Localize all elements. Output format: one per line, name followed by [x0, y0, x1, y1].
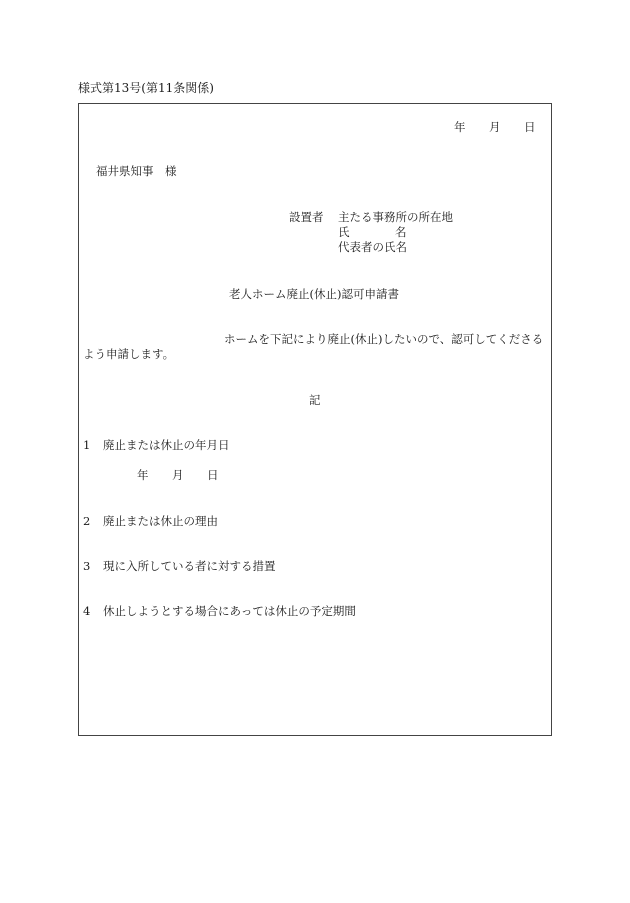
- item-4-text: 休止しようとする場合にあっては休止の予定期間: [103, 604, 356, 618]
- item-1-date-year: 年: [137, 468, 149, 482]
- item-2-text: 廃止または休止の理由: [103, 514, 218, 528]
- applicant-representative: 代表者の氏名: [338, 240, 407, 254]
- applicant-name-2: 名: [395, 225, 407, 239]
- applicant-name-1: 氏: [338, 225, 350, 239]
- applicant-address: 主たる事務所の所在地: [338, 210, 453, 224]
- item-3-number: 3: [83, 559, 91, 573]
- item-1-text: 廃止または休止の年月日: [103, 438, 230, 452]
- header-date-year: 年: [454, 120, 466, 134]
- header-date-month: 月: [489, 120, 501, 134]
- body-line-1: ホームを下記により廃止(休止)したいので、認可してくださる: [224, 332, 544, 346]
- document-title: 老人ホーム廃止(休止)認可申請書: [229, 287, 399, 301]
- item-2-number: 2: [83, 514, 91, 528]
- item-4-number: 4: [83, 604, 91, 618]
- form-frame: [78, 103, 552, 736]
- item-3-text: 現に入所している者に対する措置: [103, 559, 276, 573]
- addressee: 福井県知事 様: [96, 164, 177, 178]
- body-line-2: よう申請します。: [83, 347, 175, 361]
- item-1-date-month: 月: [172, 468, 184, 482]
- item-1-number: 1: [83, 438, 91, 452]
- header-date-day: 日: [524, 120, 536, 134]
- applicant-label: 設置者: [289, 210, 324, 224]
- item-1-date-day: 日: [207, 468, 219, 482]
- form-number: 様式第13号(第11条関係): [78, 81, 214, 95]
- ki-marker: 記: [309, 393, 321, 407]
